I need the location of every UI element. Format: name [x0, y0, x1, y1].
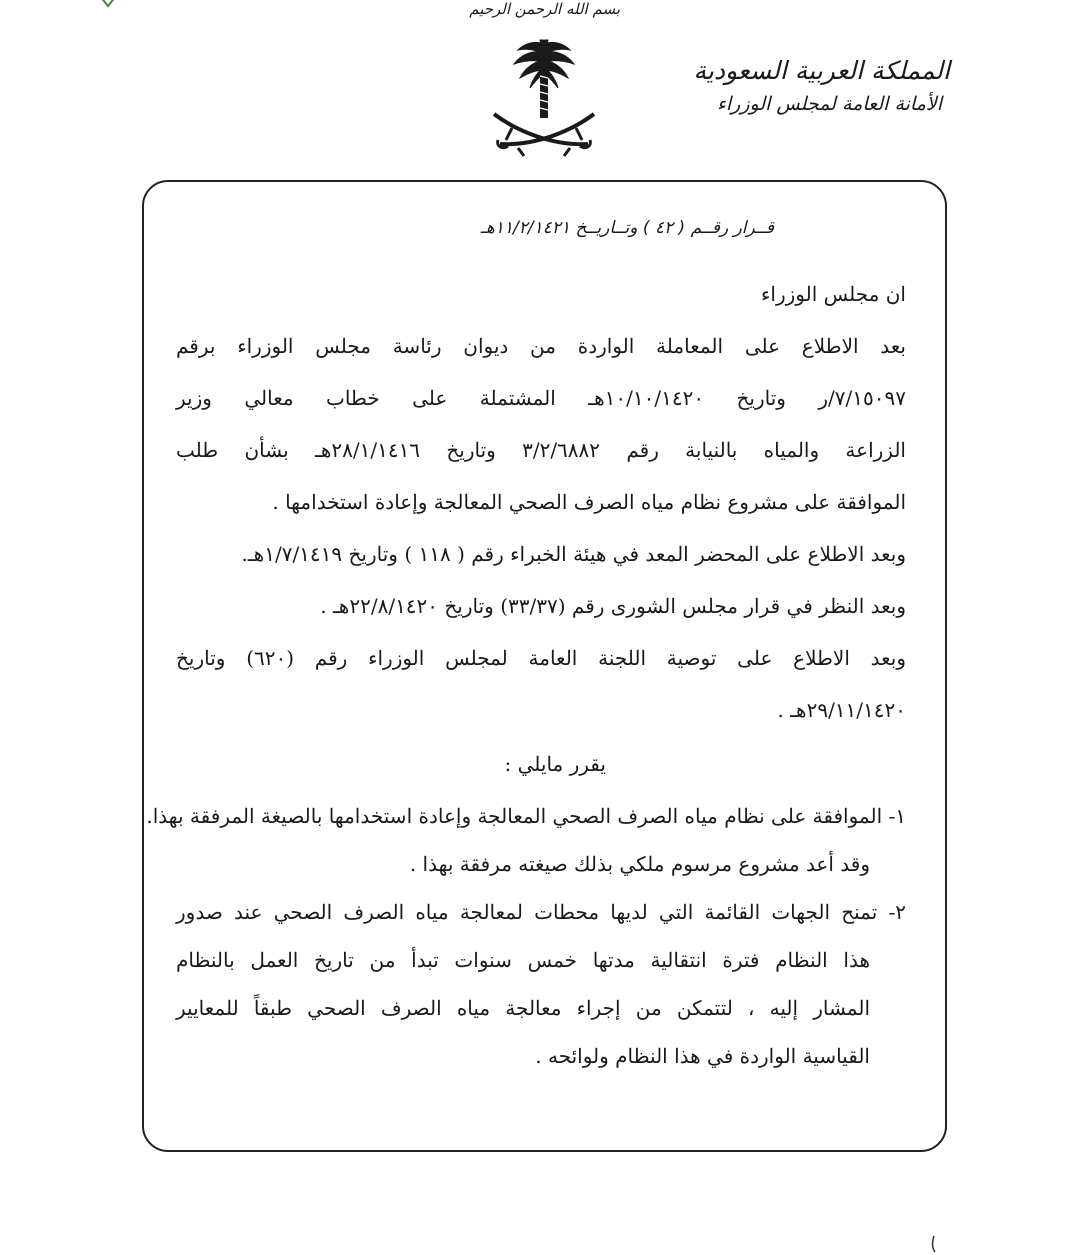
preamble-line: بعد الاطلاع على المعاملة الواردة من ديوان رئاسة مجلس الوزراء برقم — [176, 334, 906, 358]
corner-mark — [98, 0, 118, 8]
page-mark — [930, 1234, 938, 1254]
resolves-heading: يقرر مايلي : — [504, 752, 606, 776]
preamble-line: الزراعة والمياه بالنيابة رقم ٣/٢/٦٨٨٢ وتاريخ ٢٨/١/١٤١٦هـ بشأن طلب — [176, 438, 906, 462]
item-2-line: ٢- تمنح الجهات القائمة التي لديها محطات لمعالجة مياه الصرف الصحي عند صدور — [176, 900, 906, 924]
item-2-line: هذا النظام فترة انتقالية مدتها خمس سنوات تبدأ من تاريخ العمل بالنظام — [176, 948, 870, 972]
preamble-line: الموافقة على مشروع نظام مياه الصرف الصحي المعالجة وإعادة استخدامها . — [272, 490, 906, 514]
basmala: بسم الله الرحمن الرحيم — [469, 0, 620, 18]
issuer-header — [693, 52, 950, 118]
review-committee-line: وبعد الاطلاع على توصية اللجنة العامة لمجلس الوزراء رقم (٦٢٠) وتاريخ — [176, 646, 906, 670]
secretariat-name: الأمانة العامة لمجلس الوزراء — [716, 93, 942, 115]
item-1-line: وقد أعد مشروع مرسوم ملكي بذلك صيغته مرفقة بهذا . — [409, 852, 870, 876]
opening-line: ان مجلس الوزراء — [761, 282, 906, 306]
item-1-line: ١- الموافقة على نظام مياه الصرف الصحي المعالجة وإعادة استخدامها بالصيغة المرفقة بهذا. — [146, 804, 906, 828]
review-committee-line: ٢٩/١١/١٤٢٠هـ . — [777, 698, 906, 722]
decision-number-date: قــرار رقــم ( ٤٢ ) وتــاريــخ ١١/٢/١٤٢١هـ — [480, 218, 774, 238]
decision-body — [146, 268, 906, 1080]
palm-and-swords-emblem — [484, 36, 604, 158]
kingdom-name: المملكة العربية السعودية — [693, 56, 950, 85]
item-2-line: القياسية الواردة في هذا النظام ولوائحه . — [535, 1044, 870, 1068]
review-experts: وبعد الاطلاع على المحضر المعد في هيئة الخبراء رقم ( ١١٨ ) وتاريخ ١/٧/١٤١٩هـ. — [241, 542, 906, 566]
review-shura: وبعد النظر في قرار مجلس الشورى رقم (٣٣/٣٧) وتاريخ ٢٢/٨/١٤٢٠هـ . — [320, 594, 906, 618]
preamble-line: ٧/١٥٠٩٧/ر وتاريخ ١٠/١٠/١٤٢٠هـ المشتملة على خطاب معالي وزير — [176, 386, 906, 410]
item-2-line: المشار إليه ، لتتمكن من إجراء معالجة مياه الصرف الصحي طبقاً للمعايير — [176, 996, 870, 1020]
